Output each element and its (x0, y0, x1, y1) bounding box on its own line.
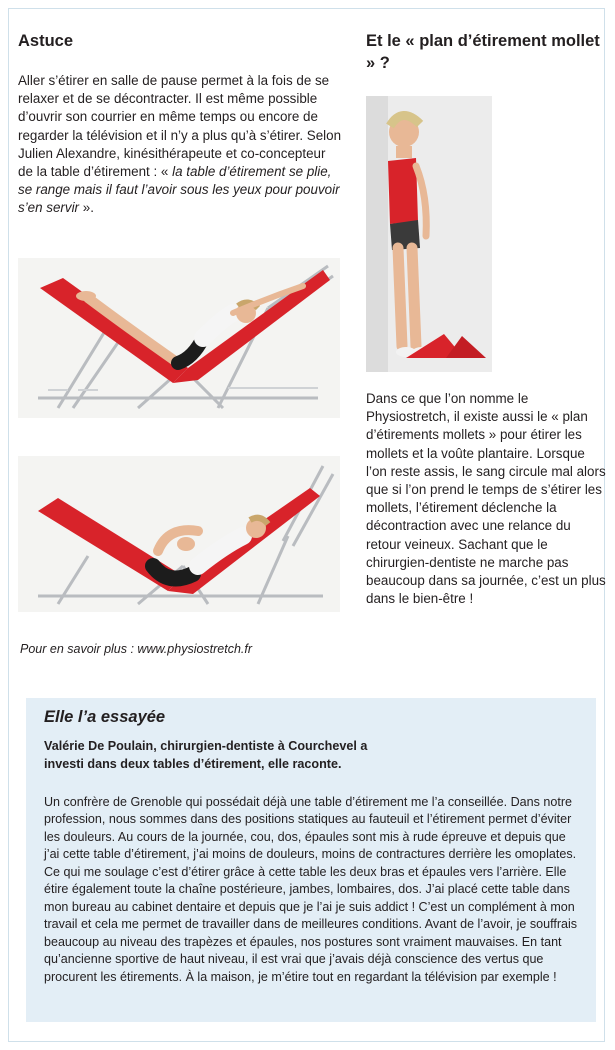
testimonial-lead: Valérie De Poulain, chirurgien-dentiste à Courchevel a investi dans deux tables d’étirement, elle raconte. (44, 739, 368, 771)
astuce-title: Astuce (18, 32, 74, 50)
mollet-title: Et le « plan d’étirement mollet » ? (366, 32, 600, 72)
mollet-section (366, 30, 606, 74)
calf-stretch-photo (366, 96, 492, 372)
mollet-text-block (366, 390, 606, 608)
mollet-text: Dans ce que l’on nomme le Physiostretch, il existe aussi le « plan d’étirements mollets » pour étirer les mollets et la voûte plantaire. Lorsque l’on reste assis, le sang circule mal alors que si l’on prend le temps de s’étirer les mollets, l’étirement déclenche la décontraction avec une relance du retour veineux. Sachant que le chirurgien-dentiste ne marche pas beaucoup dans sa journée, c’est un plus dans le bien-être ! (366, 391, 606, 607)
source-link[interactable]: Pour en savoir plus : www.physiostretch.fr (20, 642, 253, 656)
astuce-quote: la table d’étirement se plie, se range mais il faut l’avoir sous les yeux pour pouvoir s’en servir (18, 164, 340, 216)
testimonial-title: Elle l’a essayée (44, 708, 166, 726)
astuce-section (18, 30, 343, 218)
testimonial-box (26, 698, 596, 1022)
testimonial-body: Un confrère de Grenoble qui possédait déjà une table d’étirement me l’a conseillée. Dans notre profession, nous sommes dans des positions statiques au fauteuil et l’étirement permet d’éviter les douleurs. Au cours de la journée, cou, dos, épaules sont mis à rude épreuve et depuis que j’ai cette table d’étirement, j’ai moins de douleurs, moins de contractures derrière les omoplates. Ce qui me soulage c’est d’étirer grâce à cette table les deux bras et épaules vers l’arrière. Elle étire également toute la chaîne postérieure, jambes, lombaires, dos. J’ai placé cette table dans mon bureau au cabinet dentaire et depuis que je l’ai je suis addict ! C’est un complément à mon travail et cela me permet de travailler dans de meilleures conditions. Avant de l’avoir, je souffrais beaucoup au niveau des trapèzes et épaules, nos postures sont vraiment mauvaises. En tant qu’ancienne sportive de haut niveau, il est vrai que j’avais déjà conscience des vertus que procurent les étirements. À la maison, je m’étire tout en regardant la télévision par exemple ! (44, 795, 578, 984)
astuce-text-plain: Aller s’étirer en salle de pause permet à la fois de se relaxer et de se décontracter. Il est même possible d’ouvrir son courrier en même temps ou encore de regarder la télévision et il n’y a plus qu’à s’étirer. Selon Julien Alexandre, kinésithérapeute et co-concepteur de la table d’étirement : « (18, 73, 342, 180)
astuce-text (18, 72, 343, 218)
stretch-table-photo-1 (18, 258, 340, 418)
astuce-text-end: ». (79, 200, 94, 216)
stretch-table-photo-2 (18, 456, 340, 612)
